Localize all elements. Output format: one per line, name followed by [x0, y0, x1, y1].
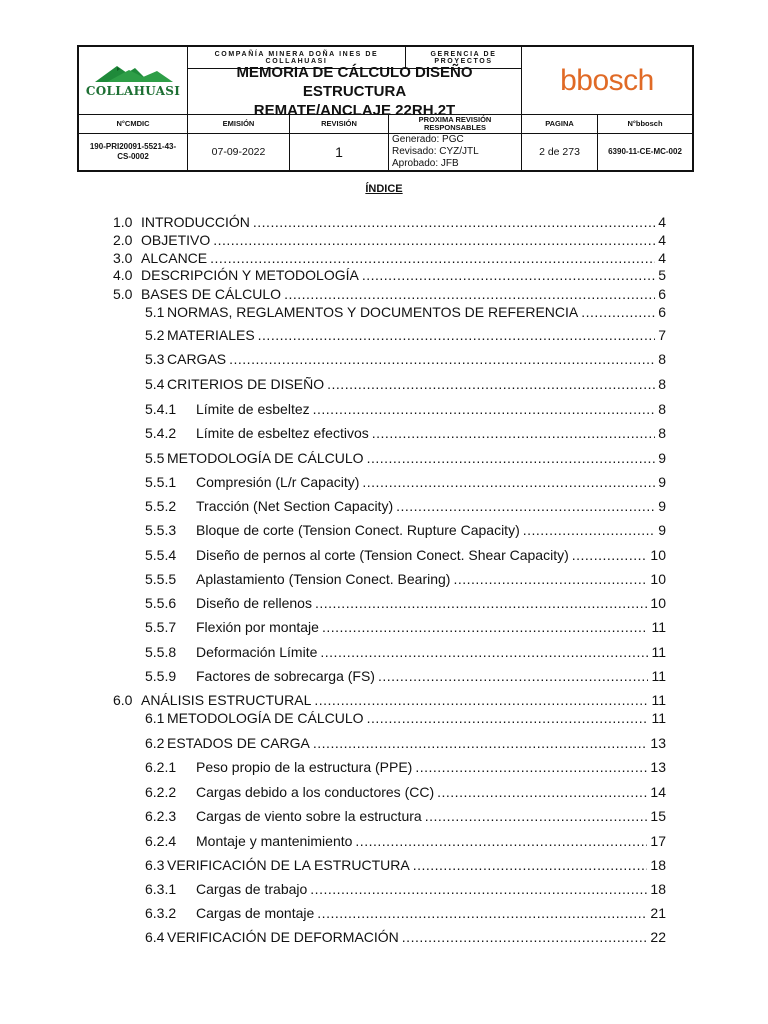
- label-pagina: PAGINA: [545, 118, 574, 128]
- toc-entry-number: 6.2.1: [145, 759, 177, 775]
- toc-entry-number: 3.0: [113, 250, 133, 266]
- toc-entry: [145, 303, 666, 321]
- toc-entry-page: 11: [651, 692, 666, 708]
- toc-entry-number: 5.5.8: [145, 644, 177, 660]
- toc-entry-number: 6.2.2: [145, 784, 177, 800]
- toc-dot-leader: [313, 734, 648, 752]
- toc-entry-number: 6.2: [145, 735, 165, 751]
- toc-dot-leader: [210, 249, 655, 267]
- toc-entry: [145, 497, 666, 515]
- toc-dot-leader: [327, 375, 655, 393]
- toc-entry-title: VERIFICACIÓN DE LA ESTRUCTURA: [167, 857, 410, 873]
- toc-entry: [145, 400, 666, 418]
- index-title: ÍNDICE: [365, 183, 403, 195]
- collahuasi-logo-text: COLLAHUASI: [85, 84, 181, 98]
- toc-dot-leader: [372, 424, 655, 442]
- toc-entry-page: 8: [658, 376, 666, 392]
- toc-entry-number: 6.4: [145, 929, 165, 945]
- bbosch-logo-text: bbosch: [560, 63, 654, 97]
- toc-entry-title: INTRODUCCIÓN: [141, 214, 250, 230]
- label-bbosch: N°bbosch: [627, 118, 663, 128]
- toc-entry-number: 2.0: [113, 232, 133, 248]
- toc-entry: [145, 449, 666, 467]
- department-name: GERENCIA DE PROYECTOS: [430, 50, 497, 65]
- toc-entry-page: 15: [650, 808, 666, 824]
- toc-dot-leader: [453, 570, 647, 588]
- toc-entry-page: 21: [650, 905, 666, 921]
- value-revision: 1: [335, 144, 343, 160]
- toc-entry: [145, 807, 666, 825]
- toc-entry-title: Compresión (L/r Capacity): [196, 474, 360, 490]
- toc-entry-title: Peso propio de la estructura (PPE): [196, 759, 413, 775]
- toc-entry-page: 11: [651, 644, 666, 660]
- toc-dot-leader: [523, 521, 655, 539]
- toc-entry-page: 11: [651, 710, 666, 726]
- toc-dot-leader: [572, 546, 648, 564]
- toc-entry-page: 4: [658, 214, 666, 230]
- toc-dot-leader: [314, 691, 648, 709]
- toc-entry-number: 5.2: [145, 327, 165, 343]
- toc-entry: [145, 350, 666, 368]
- toc-entry: [113, 231, 666, 249]
- toc-entry: [145, 618, 666, 636]
- toc-entry-number: 5.5.4: [145, 547, 177, 563]
- toc-entry-title: Tracción (Net Section Capacity): [196, 498, 394, 514]
- toc-entry-number: 5.5.5: [145, 571, 177, 587]
- toc-entry-page: 10: [650, 547, 666, 563]
- value-cmdic-line2: CS-0002: [117, 152, 149, 161]
- toc-entry-page: 4: [658, 232, 666, 248]
- toc-entry: [145, 594, 666, 612]
- toc-entry-title: Límite de esbeltez efectivos: [196, 425, 369, 441]
- toc-entry-title: ALCANCE: [141, 250, 208, 266]
- toc-entry-number: 1.0: [113, 214, 133, 230]
- toc-entry-page: 9: [658, 498, 666, 514]
- toc-dot-leader: [367, 449, 656, 467]
- toc-entry: [145, 667, 666, 685]
- toc-entry-number: 5.4.1: [145, 401, 177, 417]
- toc-dot-leader: [310, 880, 647, 898]
- value-revisado: Revisado: CYZ/JTL: [392, 146, 479, 157]
- toc-entry: [113, 691, 666, 709]
- label-proxima-line2: RESPONSABLES: [423, 122, 487, 132]
- toc-entry: [145, 375, 666, 393]
- company-name: COMPAÑÍA MINERA DOÑA INES DE COLLAHUASI: [214, 50, 379, 65]
- toc-entry-page: 5: [658, 267, 666, 283]
- toc-entry-number: 6.1: [145, 710, 165, 726]
- toc-dot-leader: [402, 928, 648, 946]
- toc-entry-number: 5.5.2: [145, 498, 177, 514]
- toc-dot-leader: [367, 709, 649, 727]
- toc-entry-number: 5.4: [145, 376, 165, 392]
- toc-entry: [145, 832, 666, 850]
- toc-entry-number: 5.5.1: [145, 474, 177, 490]
- toc-entry: [113, 249, 666, 267]
- toc-entry-title: Montaje y mantenimiento: [196, 833, 353, 849]
- document-title-line2: REMATE/ANCLAJE 22RH.2T: [253, 102, 456, 119]
- toc-entry-page: 9: [658, 474, 666, 490]
- toc-entry-number: 6.2.3: [145, 808, 177, 824]
- mountain-icon: [87, 63, 179, 83]
- toc-dot-leader: [258, 326, 656, 344]
- toc-entry: [145, 709, 666, 727]
- toc-entry: [145, 783, 666, 801]
- toc-entry-number: 5.5.6: [145, 595, 177, 611]
- toc-entry-page: 14: [650, 784, 666, 800]
- toc-entry-title: ANÁLISIS ESTRUCTURAL: [141, 692, 312, 708]
- toc-dot-leader: [322, 618, 649, 636]
- toc-entry-title: Diseño de rellenos: [196, 595, 312, 611]
- toc-dot-leader: [581, 303, 655, 321]
- toc-entry-title: Bloque de corte (Tension Conect. Rupture Capacity): [196, 522, 520, 538]
- toc-entry-page: 9: [658, 450, 666, 466]
- toc-entry-page: 18: [650, 881, 666, 897]
- toc-entry-number: 6.3.2: [145, 905, 177, 921]
- value-cmdic: [79, 134, 187, 170]
- toc-entry-title: METODOLOGÍA DE CÁLCULO: [167, 450, 364, 466]
- toc-entry: [145, 570, 666, 588]
- toc-entry-title: Cargas de viento sobre la estructura: [196, 808, 422, 824]
- toc-entry-number: 5.1: [145, 304, 165, 320]
- toc-entry-number: 5.5.3: [145, 522, 177, 538]
- toc-entry: [145, 734, 666, 752]
- toc-entry: [145, 880, 666, 898]
- toc-entry-page: 11: [651, 619, 666, 635]
- toc-dot-leader: [315, 594, 647, 612]
- toc-dot-leader: [284, 285, 655, 303]
- toc-entry-number: 5.5: [145, 450, 165, 466]
- label-proxima-revision: [389, 114, 521, 133]
- toc-entry-page: 10: [650, 595, 666, 611]
- toc-entry-page: 22: [650, 929, 666, 945]
- toc-entry: [145, 856, 666, 874]
- toc-dot-leader: [355, 832, 647, 850]
- toc-entry-title: Cargas de trabajo: [196, 881, 308, 897]
- toc-entry-page: 4: [658, 250, 666, 266]
- toc-entry-title: Límite de esbeltez: [196, 401, 310, 417]
- value-responsables: [389, 134, 521, 170]
- document-header: [77, 45, 694, 172]
- toc-entry-title: MATERIALES: [167, 327, 255, 343]
- toc-entry: [113, 266, 666, 284]
- toc-entry-page: 8: [658, 351, 666, 367]
- toc-entry-page: 17: [650, 833, 666, 849]
- toc-entry-number: 5.3: [145, 351, 165, 367]
- toc-entry-page: 9: [658, 522, 666, 538]
- toc-dot-leader: [320, 643, 648, 661]
- toc-entry: [145, 521, 666, 539]
- toc-entry-title: METODOLOGÍA DE CÁLCULO: [167, 710, 364, 726]
- toc-entry: [113, 213, 666, 231]
- toc-entry-page: 10: [650, 571, 666, 587]
- toc-entry-number: 6.0: [113, 692, 133, 708]
- toc-dot-leader: [425, 807, 648, 825]
- toc-dot-leader: [396, 497, 655, 515]
- toc-entry-title: CRITERIOS DE DISEÑO: [167, 376, 325, 392]
- toc-entry-title: NORMAS, REGLAMENTOS Y DOCUMENTOS DE REFERENCIA: [167, 304, 579, 320]
- toc-dot-leader: [313, 400, 656, 418]
- toc-entry-title: VERIFICACIÓN DE DEFORMACIÓN: [167, 929, 399, 945]
- toc-entry-page: 13: [650, 759, 666, 775]
- label-proxima-line1: PROXIMA REVISIÓN: [418, 114, 492, 124]
- value-cmdic-line1: 190-PRI20091-5521-43-: [89, 142, 177, 151]
- toc-entry: [145, 424, 666, 442]
- toc-dot-leader: [413, 856, 648, 874]
- toc-entry-title: BASES DE CÁLCULO: [141, 286, 282, 302]
- toc-entry: [145, 904, 666, 922]
- toc-entry-number: 5.5.9: [145, 668, 177, 684]
- label-cmdic: N°CMDIC: [116, 118, 150, 128]
- toc-entry-title: Aplastamiento (Tension Conect. Bearing): [196, 571, 451, 587]
- toc-dot-leader: [253, 213, 655, 231]
- toc-entry-page: 8: [658, 425, 666, 441]
- toc-entry: [145, 546, 666, 564]
- toc-entry-title: Cargas debido a los conductores (CC): [196, 784, 435, 800]
- collahuasi-logo: [79, 47, 187, 114]
- toc-entry-page: 18: [650, 857, 666, 873]
- toc-entry: [145, 643, 666, 661]
- toc-entry-title: Cargas de montaje: [196, 905, 315, 921]
- value-bbosch: 6390-11-CE-MC-002: [608, 147, 682, 156]
- toc-entry-title: Flexión por montaje: [196, 619, 319, 635]
- toc-entry-title: DESCRIPCIÓN Y METODOLOGÍA: [141, 267, 359, 283]
- toc-dot-leader: [229, 350, 655, 368]
- toc-entry: [145, 326, 666, 344]
- toc-entry-title: ESTADOS DE CARGA: [167, 735, 310, 751]
- toc-dot-leader: [437, 783, 647, 801]
- toc-entry-page: 6: [658, 304, 666, 320]
- toc-entry: [145, 758, 666, 776]
- toc-entry-page: 8: [658, 401, 666, 417]
- label-emision: EMISIÓN: [222, 118, 255, 128]
- toc-dot-leader: [317, 904, 647, 922]
- toc-entry-number: 6.3: [145, 857, 165, 873]
- toc-entry-title: Factores de sobrecarga (FS): [196, 668, 375, 684]
- toc-entry-number: 4.0: [113, 267, 133, 283]
- toc-entry-number: 6.2.4: [145, 833, 177, 849]
- value-aprobado: Aprobado: JFB: [392, 158, 459, 169]
- toc-dot-leader: [415, 758, 647, 776]
- toc-entry-number: 5.0: [113, 286, 133, 302]
- toc-entry-page: 6: [658, 286, 666, 302]
- toc-entry-title: OBJETIVO: [141, 232, 211, 248]
- value-pagina: 2 de 273: [539, 146, 580, 158]
- toc-entry-title: Deformación Límite: [196, 644, 318, 660]
- toc-dot-leader: [213, 231, 655, 249]
- toc-entry-number: 5.5.7: [145, 619, 177, 635]
- document-title-line1: MEMORIA DE CÁLCULO DISEÑO ESTRUCTURA: [236, 64, 473, 100]
- toc-entry: [113, 285, 666, 303]
- toc-entry-title: CARGAS: [167, 351, 227, 367]
- toc-entry: [145, 928, 666, 946]
- value-emision: 07-09-2022: [211, 146, 266, 158]
- bbosch-logo: [522, 47, 692, 114]
- toc-entry: [145, 473, 666, 491]
- toc-dot-leader: [362, 266, 655, 284]
- toc-dot-leader: [378, 667, 648, 685]
- toc-entry-title: Diseño de pernos al corte (Tension Conect. Shear Capacity): [196, 547, 569, 563]
- value-generado: Generado: PGC: [392, 134, 464, 145]
- toc-entry-number: 6.3.1: [145, 881, 177, 897]
- toc-entry-page: 13: [650, 735, 666, 751]
- toc-entry-page: 11: [651, 668, 666, 684]
- toc-entry-page: 7: [658, 327, 666, 343]
- label-revision: REVISIÓN: [321, 118, 357, 128]
- toc-dot-leader: [362, 473, 655, 491]
- toc-entry-number: 5.4.2: [145, 425, 177, 441]
